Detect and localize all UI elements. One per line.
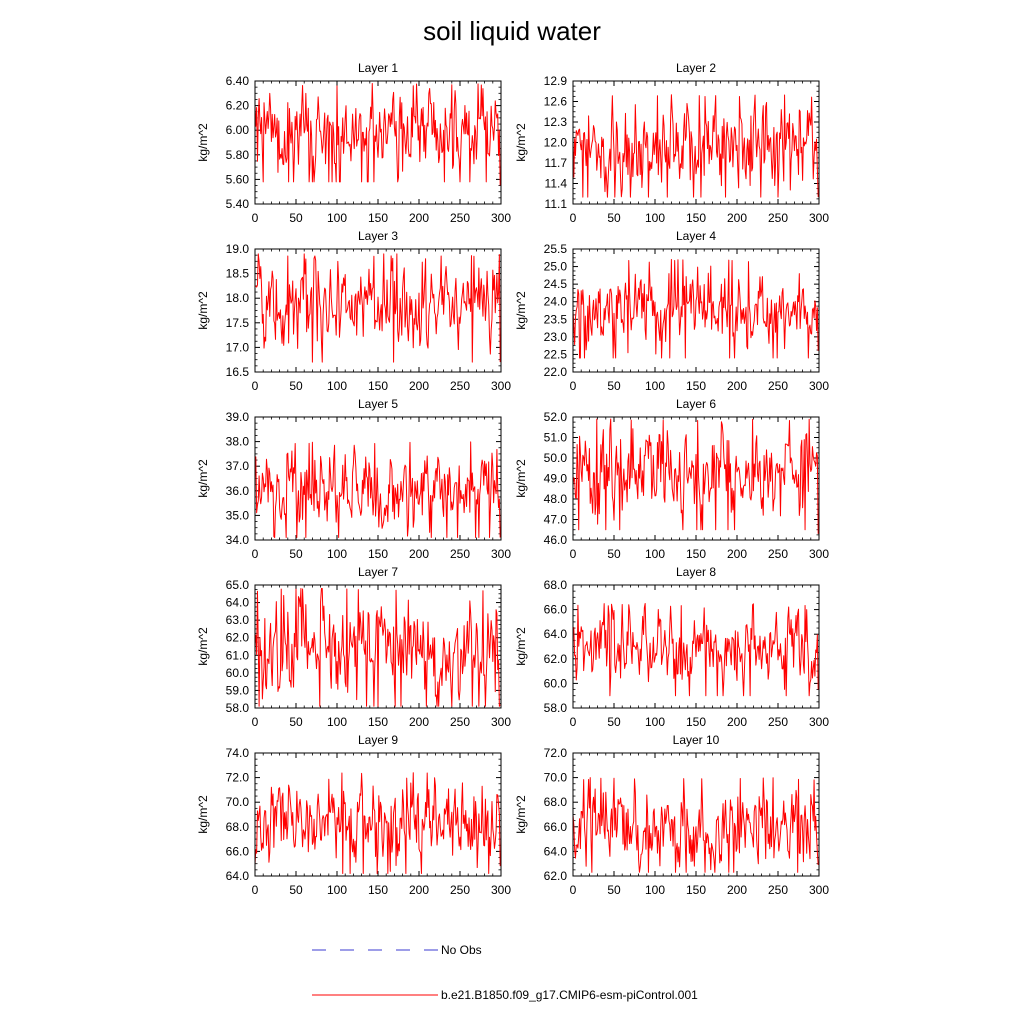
panels-group bbox=[196, 61, 829, 897]
x-tick-label: 300 bbox=[808, 883, 830, 897]
series-line bbox=[573, 95, 818, 197]
x-tick-label: 200 bbox=[726, 211, 748, 225]
x-tick-label: 250 bbox=[449, 715, 471, 729]
y-axis-label: kg/m^2 bbox=[196, 795, 210, 834]
series-line bbox=[573, 260, 818, 358]
y-axis-label: kg/m^2 bbox=[196, 627, 210, 666]
x-tick-label: 200 bbox=[726, 715, 748, 729]
y-tick-label: 70.0 bbox=[225, 795, 249, 810]
panel-layer-7 bbox=[196, 565, 511, 729]
y-tick-label: 72.0 bbox=[543, 746, 567, 760]
y-tick-label: 68.0 bbox=[543, 795, 567, 810]
series-line bbox=[255, 589, 500, 707]
x-tick-label: 200 bbox=[408, 379, 430, 393]
x-tick-label: 0 bbox=[251, 547, 259, 561]
series-line bbox=[573, 603, 818, 695]
y-tick-label: 11.7 bbox=[544, 156, 567, 170]
y-axis-label: kg/m^2 bbox=[196, 123, 210, 162]
y-tick-label: 64.0 bbox=[225, 595, 249, 610]
y-tick-label: 62.0 bbox=[225, 630, 249, 645]
x-tick-label: 150 bbox=[685, 379, 707, 393]
x-tick-label: 200 bbox=[408, 547, 430, 561]
x-tick-label: 250 bbox=[767, 547, 789, 561]
legend-label-model: b.e21.B1850.f09_g17.CMIP6-esm-piControl.001 bbox=[441, 988, 698, 1002]
x-tick-label: 250 bbox=[449, 883, 471, 897]
y-tick-label: 68.0 bbox=[543, 578, 567, 592]
y-tick-label: 25.5 bbox=[543, 242, 567, 256]
x-tick-label: 150 bbox=[685, 883, 707, 897]
x-tick-label: 0 bbox=[569, 379, 577, 393]
y-tick-label: 63.0 bbox=[225, 613, 249, 628]
y-tick-label: 35.0 bbox=[225, 508, 249, 523]
series-line bbox=[573, 778, 818, 873]
x-tick-label: 200 bbox=[408, 715, 430, 729]
x-tick-label: 0 bbox=[251, 883, 259, 897]
x-tick-label: 150 bbox=[367, 547, 389, 561]
panel-title: Layer 3 bbox=[357, 229, 399, 243]
legend bbox=[312, 943, 698, 1002]
x-tick-label: 100 bbox=[326, 883, 348, 897]
x-tick-label: 0 bbox=[569, 883, 577, 897]
y-tick-label: 58.0 bbox=[543, 701, 567, 715]
x-tick-label: 300 bbox=[490, 883, 512, 897]
panel-layer-2 bbox=[514, 61, 829, 225]
x-tick-label: 50 bbox=[607, 715, 621, 729]
series-line bbox=[573, 419, 818, 534]
y-tick-label: 66.0 bbox=[543, 602, 567, 617]
y-tick-label: 12.3 bbox=[543, 115, 567, 129]
x-tick-label: 0 bbox=[251, 211, 259, 225]
x-tick-label: 150 bbox=[367, 883, 389, 897]
y-tick-label: 18.0 bbox=[225, 291, 249, 306]
y-axis-label: kg/m^2 bbox=[514, 795, 528, 834]
y-tick-label: 6.40 bbox=[225, 74, 249, 88]
y-tick-label: 62.0 bbox=[543, 651, 567, 666]
plot-frame bbox=[255, 81, 501, 204]
x-tick-label: 0 bbox=[569, 715, 577, 729]
y-tick-label: 11.4 bbox=[544, 176, 567, 191]
x-tick-label: 150 bbox=[685, 211, 707, 225]
x-tick-label: 0 bbox=[251, 715, 259, 729]
x-tick-label: 150 bbox=[367, 379, 389, 393]
series-line bbox=[255, 254, 500, 362]
y-tick-label: 23.0 bbox=[543, 329, 567, 344]
x-tick-label: 50 bbox=[289, 883, 303, 897]
y-axis-label: kg/m^2 bbox=[196, 459, 210, 498]
x-tick-label: 0 bbox=[569, 211, 577, 225]
y-tick-label: 46.0 bbox=[543, 533, 567, 547]
panel-title: Layer 1 bbox=[357, 61, 399, 75]
x-tick-label: 300 bbox=[808, 547, 830, 561]
panel-layer-8 bbox=[514, 565, 829, 729]
x-tick-label: 300 bbox=[808, 379, 830, 393]
x-tick-label: 50 bbox=[289, 379, 303, 393]
y-tick-label: 59.0 bbox=[225, 683, 249, 698]
x-tick-label: 150 bbox=[685, 715, 707, 729]
x-tick-label: 250 bbox=[449, 379, 471, 393]
x-tick-label: 200 bbox=[408, 883, 430, 897]
x-tick-label: 300 bbox=[490, 547, 512, 561]
x-tick-label: 150 bbox=[367, 715, 389, 729]
panel-layer-4 bbox=[514, 229, 829, 393]
x-tick-label: 300 bbox=[490, 211, 512, 225]
x-tick-label: 300 bbox=[490, 379, 512, 393]
y-tick-label: 17.0 bbox=[225, 340, 249, 355]
y-tick-label: 12.9 bbox=[543, 74, 567, 88]
y-tick-label: 68.0 bbox=[225, 819, 249, 834]
y-tick-label: 6.20 bbox=[225, 98, 249, 113]
x-tick-label: 250 bbox=[767, 883, 789, 897]
y-tick-label: 52.0 bbox=[543, 410, 567, 424]
y-tick-label: 66.0 bbox=[225, 844, 249, 859]
panel-layer-10 bbox=[514, 733, 829, 897]
x-tick-label: 300 bbox=[490, 715, 512, 729]
x-tick-label: 200 bbox=[726, 379, 748, 393]
x-tick-label: 200 bbox=[408, 211, 430, 225]
x-tick-label: 0 bbox=[569, 547, 577, 561]
x-tick-label: 200 bbox=[726, 547, 748, 561]
y-tick-label: 51.0 bbox=[543, 430, 567, 445]
y-tick-label: 22.0 bbox=[543, 365, 567, 379]
y-tick-label: 5.80 bbox=[225, 147, 249, 162]
x-tick-label: 50 bbox=[607, 379, 621, 393]
y-tick-label: 11.1 bbox=[544, 197, 567, 211]
y-tick-label: 38.0 bbox=[225, 434, 249, 449]
x-tick-label: 50 bbox=[607, 547, 621, 561]
y-tick-label: 23.5 bbox=[543, 312, 567, 327]
y-tick-label: 18.5 bbox=[225, 266, 249, 281]
x-tick-label: 100 bbox=[326, 715, 348, 729]
x-tick-label: 100 bbox=[326, 547, 348, 561]
y-tick-label: 64.0 bbox=[543, 844, 567, 859]
y-axis-label: kg/m^2 bbox=[514, 123, 528, 162]
panel-layer-9 bbox=[196, 733, 511, 897]
y-axis-label: kg/m^2 bbox=[514, 627, 528, 666]
panel-title: Layer 9 bbox=[357, 733, 399, 747]
plot-frame bbox=[255, 417, 501, 540]
y-tick-label: 24.5 bbox=[543, 277, 567, 292]
x-tick-label: 250 bbox=[449, 547, 471, 561]
y-tick-label: 70.0 bbox=[543, 770, 567, 785]
y-tick-label: 17.5 bbox=[225, 315, 249, 330]
y-tick-label: 58.0 bbox=[225, 701, 249, 715]
y-tick-label: 64.0 bbox=[543, 627, 567, 642]
x-tick-label: 100 bbox=[644, 883, 666, 897]
chart-title: soil liquid water bbox=[423, 16, 601, 46]
x-tick-label: 50 bbox=[289, 547, 303, 561]
x-tick-label: 300 bbox=[808, 715, 830, 729]
x-tick-label: 100 bbox=[326, 379, 348, 393]
plot-frame bbox=[573, 753, 819, 876]
y-tick-label: 5.40 bbox=[225, 197, 249, 211]
y-axis-label: kg/m^2 bbox=[196, 291, 210, 330]
x-tick-label: 250 bbox=[767, 211, 789, 225]
x-tick-label: 150 bbox=[685, 547, 707, 561]
x-tick-label: 50 bbox=[289, 211, 303, 225]
y-tick-label: 39.0 bbox=[225, 410, 249, 424]
panel-layer-5 bbox=[196, 397, 511, 561]
x-tick-label: 250 bbox=[767, 379, 789, 393]
series-line bbox=[255, 442, 500, 538]
y-tick-label: 62.0 bbox=[543, 869, 567, 883]
x-tick-label: 100 bbox=[644, 379, 666, 393]
panel-title: Layer 8 bbox=[675, 565, 717, 579]
y-tick-label: 12.6 bbox=[543, 94, 567, 109]
panel-title: Layer 10 bbox=[672, 733, 720, 747]
y-tick-label: 16.5 bbox=[225, 365, 249, 379]
x-tick-label: 250 bbox=[449, 211, 471, 225]
series-line bbox=[255, 83, 500, 185]
x-tick-label: 100 bbox=[644, 715, 666, 729]
y-tick-label: 22.5 bbox=[543, 347, 567, 362]
y-tick-label: 12.0 bbox=[543, 135, 567, 150]
y-tick-label: 5.60 bbox=[225, 172, 249, 187]
legend-label-no-obs: No Obs bbox=[441, 943, 482, 957]
y-tick-label: 60.0 bbox=[543, 676, 567, 691]
x-tick-label: 300 bbox=[808, 211, 830, 225]
panel-title: Layer 4 bbox=[675, 229, 717, 243]
x-tick-label: 0 bbox=[251, 379, 259, 393]
y-tick-label: 72.0 bbox=[225, 770, 249, 785]
x-tick-label: 150 bbox=[367, 211, 389, 225]
x-tick-label: 50 bbox=[607, 883, 621, 897]
y-tick-label: 61.0 bbox=[225, 648, 249, 663]
y-tick-label: 36.0 bbox=[225, 483, 249, 498]
panel-title: Layer 7 bbox=[357, 565, 399, 579]
panel-layer-3 bbox=[196, 229, 511, 393]
series-line bbox=[255, 773, 500, 874]
y-tick-label: 25.0 bbox=[543, 259, 567, 274]
panel-title: Layer 5 bbox=[357, 397, 399, 411]
y-tick-label: 6.00 bbox=[225, 123, 249, 138]
y-tick-label: 47.0 bbox=[543, 512, 567, 527]
y-tick-label: 60.0 bbox=[225, 665, 249, 680]
y-tick-label: 48.0 bbox=[543, 492, 567, 506]
y-tick-label: 50.0 bbox=[543, 451, 567, 465]
panel-layer-6 bbox=[514, 397, 829, 561]
x-tick-label: 100 bbox=[644, 211, 666, 225]
y-tick-label: 24.0 bbox=[543, 294, 567, 309]
y-tick-label: 37.0 bbox=[225, 459, 249, 474]
x-tick-label: 50 bbox=[289, 715, 303, 729]
y-tick-label: 74.0 bbox=[225, 746, 249, 760]
y-tick-label: 19.0 bbox=[225, 242, 249, 256]
y-axis-label: kg/m^2 bbox=[514, 459, 528, 498]
y-tick-label: 66.0 bbox=[543, 819, 567, 834]
panel-title: Layer 2 bbox=[675, 61, 717, 75]
panel-title: Layer 6 bbox=[675, 397, 717, 411]
x-tick-label: 50 bbox=[607, 211, 621, 225]
y-tick-label: 65.0 bbox=[225, 578, 249, 592]
y-tick-label: 34.0 bbox=[225, 533, 249, 547]
x-tick-label: 250 bbox=[767, 715, 789, 729]
y-tick-label: 64.0 bbox=[225, 869, 249, 883]
y-axis-label: kg/m^2 bbox=[514, 291, 528, 330]
x-tick-label: 100 bbox=[644, 547, 666, 561]
x-tick-label: 200 bbox=[726, 883, 748, 897]
x-tick-label: 100 bbox=[326, 211, 348, 225]
panel-layer-1 bbox=[196, 61, 511, 225]
y-tick-label: 49.0 bbox=[543, 471, 567, 486]
